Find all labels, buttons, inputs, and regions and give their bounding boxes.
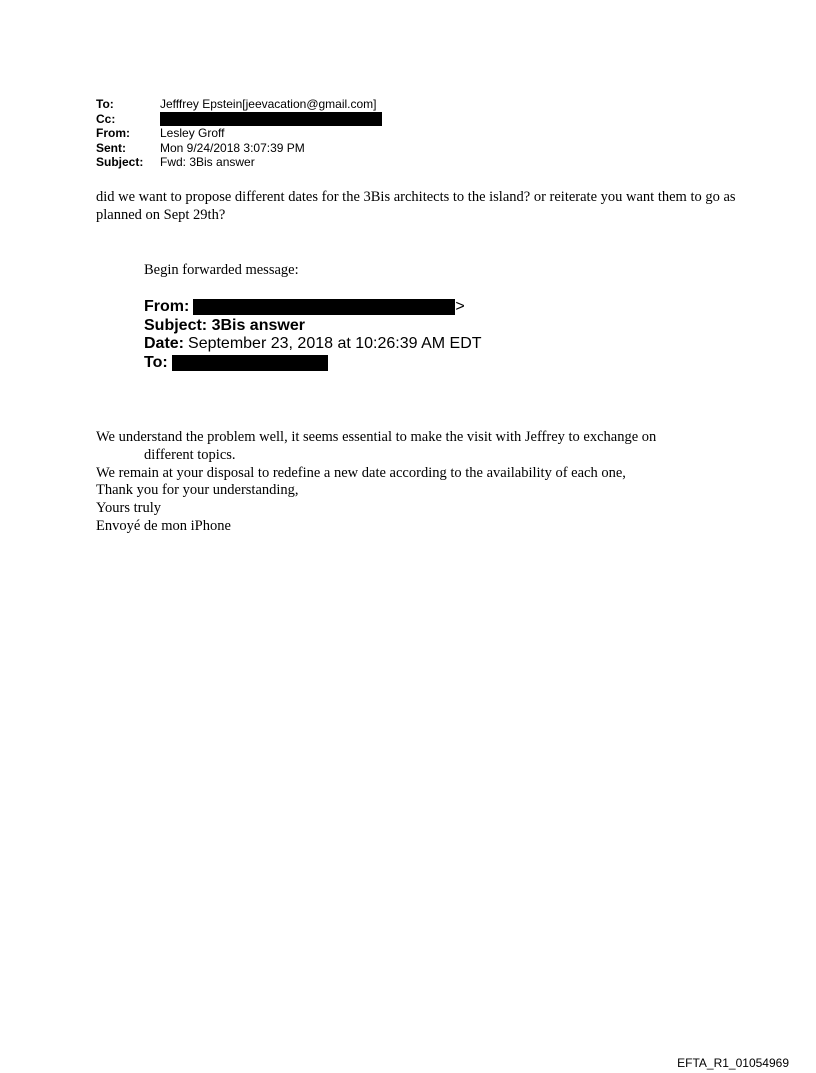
to-label: To: [96,97,114,111]
sent-row [96,141,382,156]
forwarded-to-redaction [172,355,328,371]
to-row [96,97,382,112]
cc-label: Cc: [96,111,116,126]
to-value: Jefffrey Epstein[jeevacation@gmail.com] [160,97,377,111]
forwarded-header [144,298,482,372]
forwarded-paragraph: Yours truly [96,500,162,517]
from-value: Lesley Groff [160,126,225,140]
email-header [96,97,382,170]
document-id: EFTA_R1_01054969 [677,1056,789,1070]
from-label: From: [96,126,130,140]
subject-label: Subject: [96,155,144,169]
forwarded-paragraph: We understand the problem well, it seems essential to make the visit with Jeffrey to exchange on different topics. [96,429,657,463]
forwarded-paragraph: Envoyé de mon iPhone [96,517,231,534]
forwarded-from-redaction [193,299,455,315]
from-row [96,126,382,141]
forwarded-paragraph: Thank you for your understanding, [96,482,299,499]
forwarded-date-label: Date: [144,335,185,352]
forwarded-from-label: From: [144,298,190,315]
forwarded-paragraph: We remain at your disposal to redefine a new date according to the availability of each one, [96,464,626,481]
forwarded-date-row [144,335,482,354]
sent-value: Mon 9/24/2018 3:07:39 PM [160,140,305,155]
subject-value: Fwd: 3Bis answer [160,155,255,169]
message-body: did we want to propose different dates for the 3Bis architects to the island? or reiterate you want them to go as planned on Sept 29th? [96,189,736,223]
subject-row [96,155,382,170]
sent-label: Sent: [96,140,126,155]
forwarded-body [96,429,696,536]
forwarded-to-label: To: [144,353,168,371]
cc-redaction [160,112,382,126]
forwarded-from-suffix: > [455,298,465,315]
forwarded-subject-label: Subject: 3Bis answer [144,316,305,334]
forwarded-intro: Begin forwarded message: [144,262,299,278]
forwarded-to-row [144,354,482,373]
cc-row [96,112,382,127]
forwarded-subject-row [144,317,482,336]
forwarded-date-value: September 23, 2018 at 10:26:39 AM EDT [188,335,482,352]
forwarded-from-row [144,298,482,317]
